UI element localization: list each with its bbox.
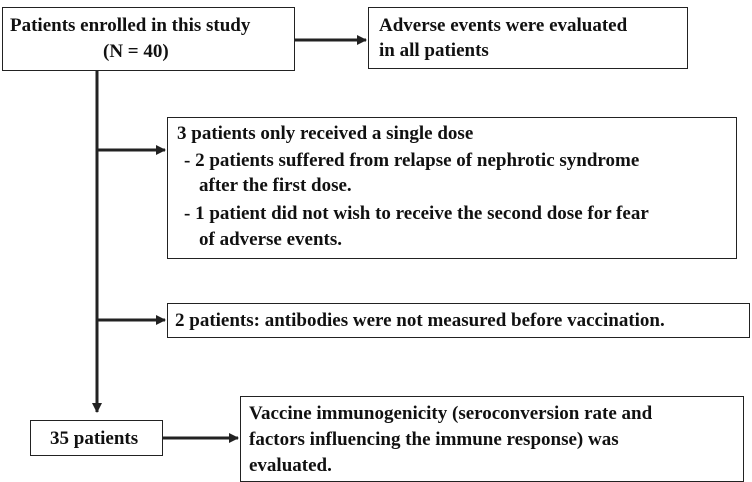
- adverse-box: [368, 7, 688, 69]
- immunogenicity-line1: Vaccine immunogenicity (seroconversion rate and: [249, 403, 653, 424]
- enrolled-line1: Patients enrolled in this study: [10, 15, 251, 36]
- final-count-line1: 35 patients: [50, 428, 139, 449]
- single-dose-line5: of adverse events.: [199, 229, 342, 250]
- no-antibodies-box: [167, 303, 750, 338]
- immunogenicity-line3: evaluated.: [249, 455, 332, 476]
- single-dose-line3: after the first dose.: [199, 175, 352, 196]
- adverse-line1: Adverse events were evaluated: [379, 15, 628, 36]
- single-dose-line1: 3 patients only received a single dose: [177, 123, 474, 144]
- single-dose-line2: - 2 patients suffered from relapse of nephrotic syndrome: [184, 150, 640, 171]
- immunogenicity-box: [240, 396, 744, 482]
- no-antibodies-line1: 2 patients: antibodies were not measured before vaccination.: [175, 310, 665, 331]
- final-count-box: [30, 420, 163, 456]
- immunogenicity-line2: factors influencing the immune response) was: [249, 429, 619, 450]
- enrolled-line2: (N = 40): [103, 41, 169, 62]
- enrolled-box: [2, 7, 295, 71]
- adverse-line2: in all patients: [379, 40, 489, 61]
- single-dose-line4: - 1 patient did not wish to receive the second dose for fear: [184, 203, 649, 224]
- single-dose-box: [167, 117, 737, 259]
